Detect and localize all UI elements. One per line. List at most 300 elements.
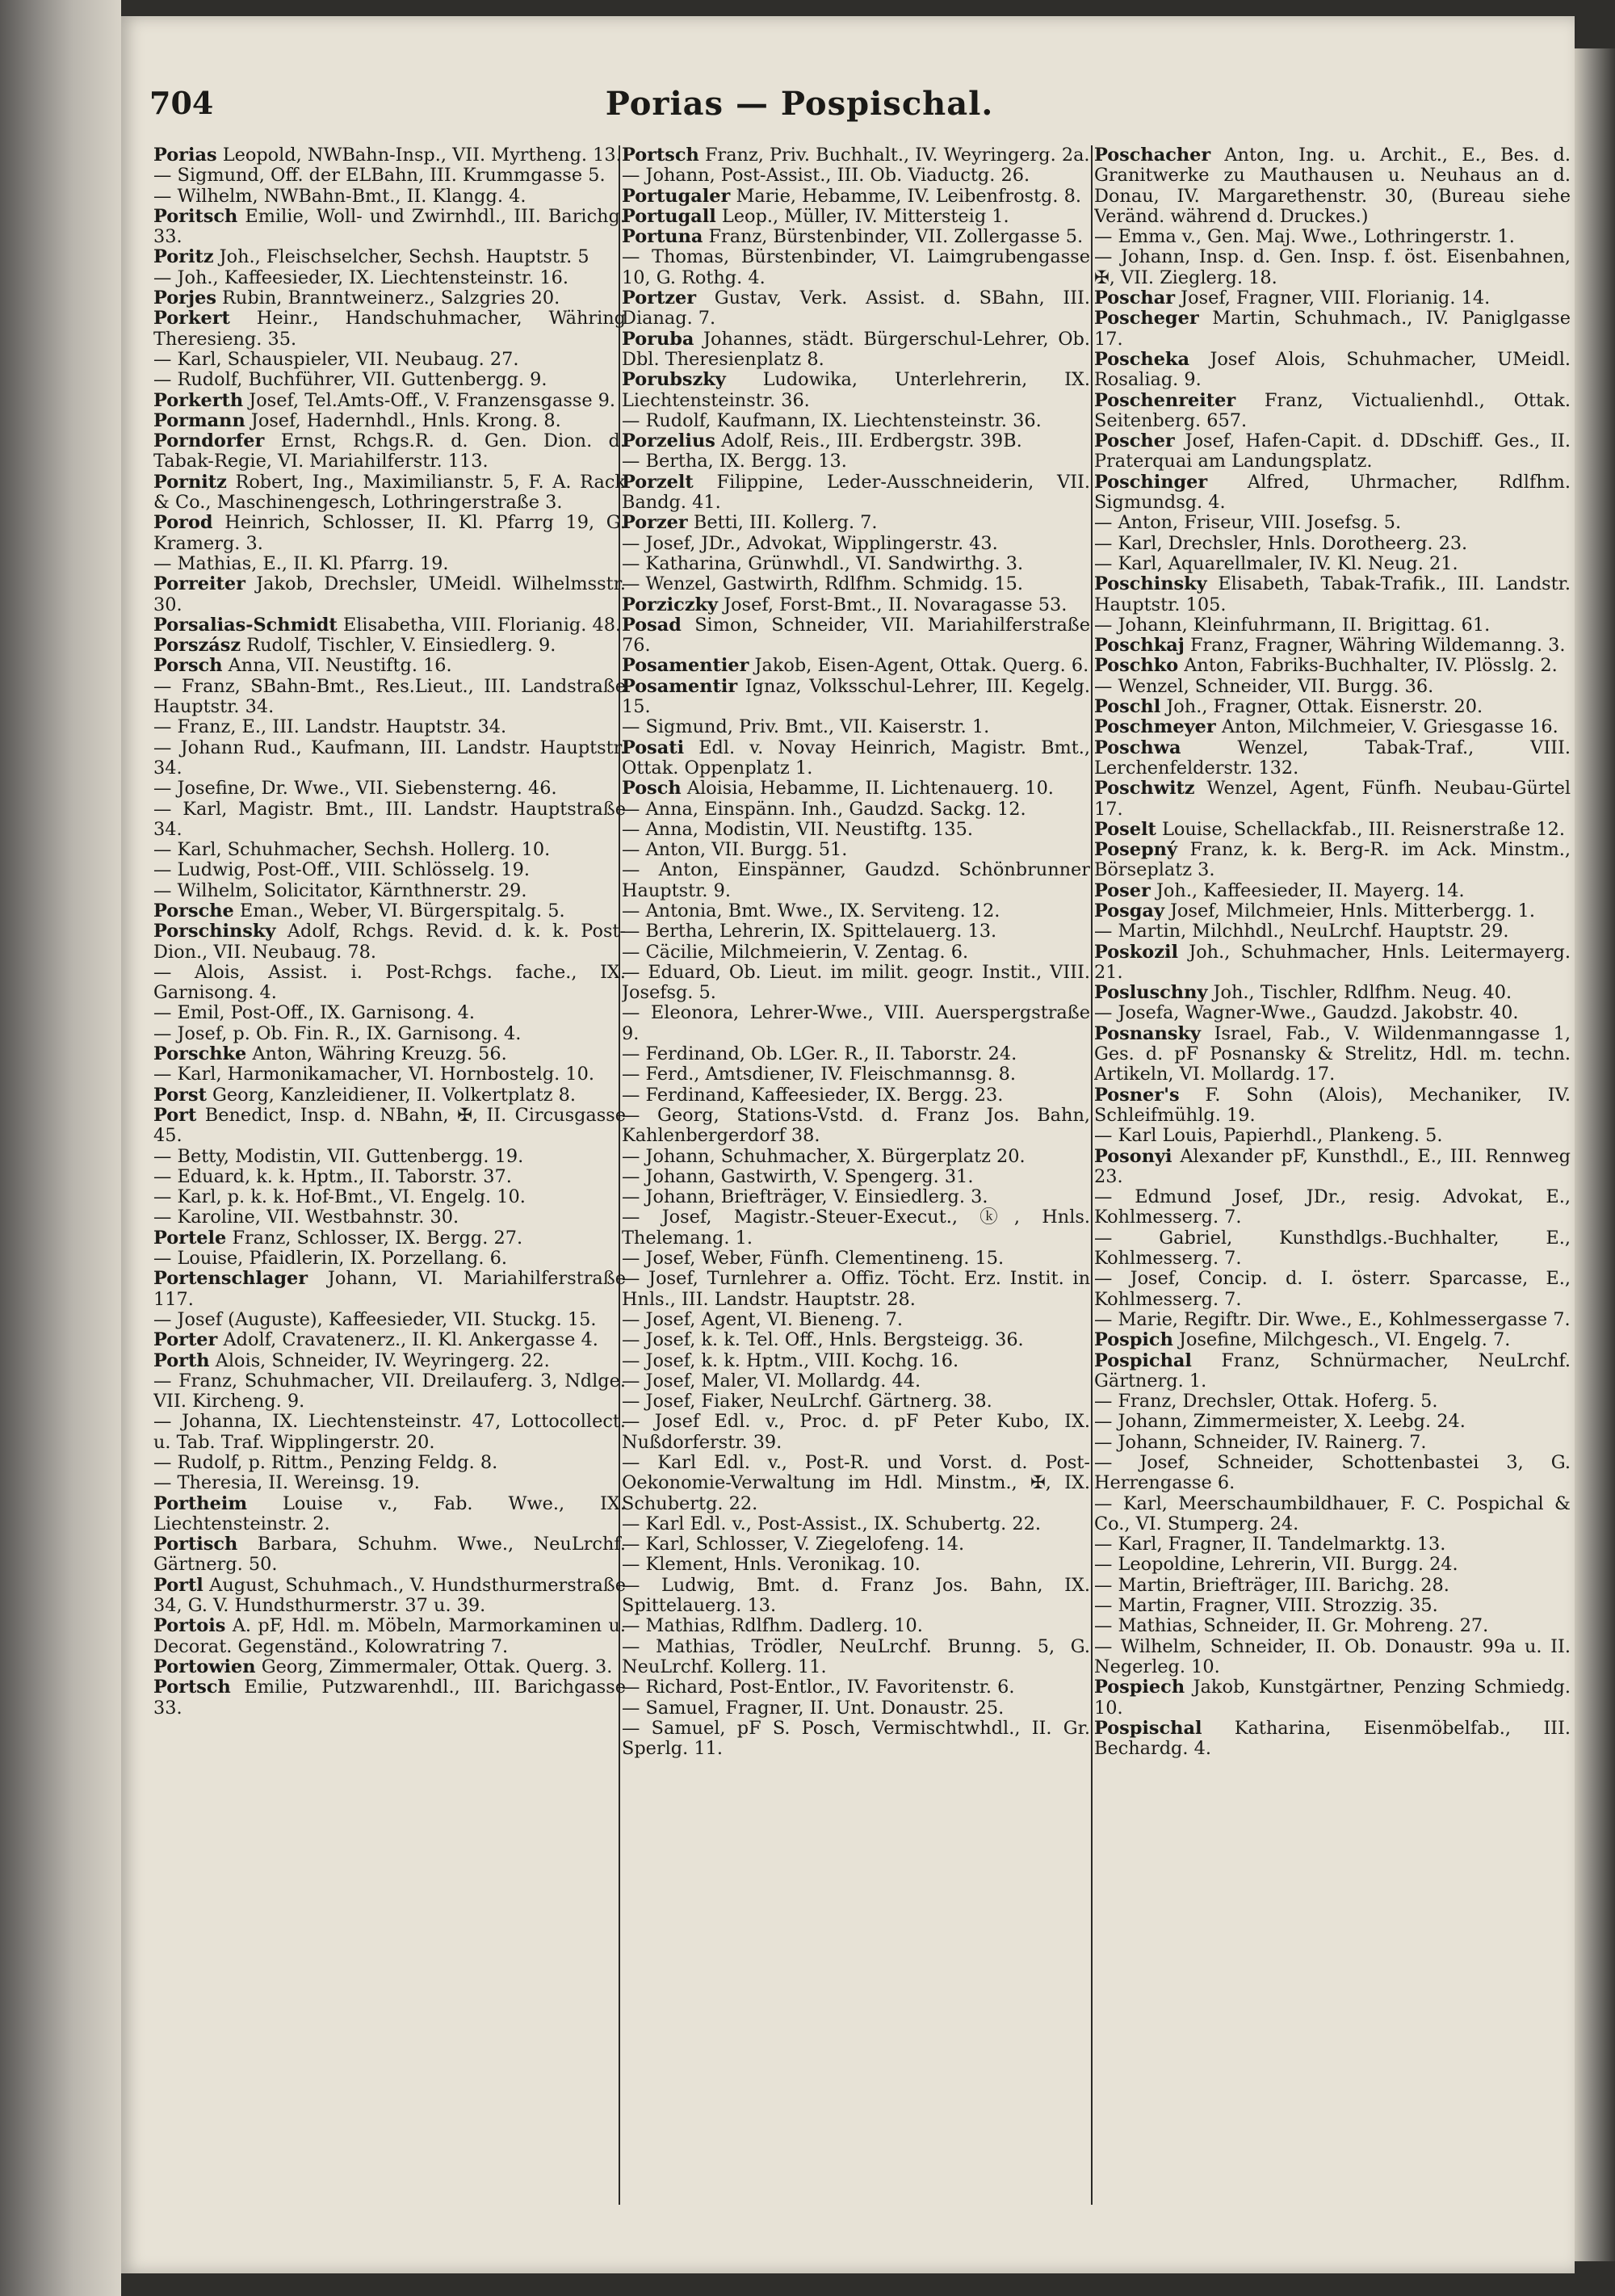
directory-entry: [153, 881, 626, 901]
entry-surname: Porzer: [622, 512, 688, 534]
directory-entry: [622, 166, 1090, 186]
entry-surname: Porjes: [153, 288, 216, 309]
directory-entry: [153, 1003, 626, 1023]
directory-entry: [622, 1677, 1090, 1698]
directory-entry: [153, 1310, 626, 1330]
directory-entry: [1094, 1085, 1571, 1127]
entry-details: — Josef, Schneider, Schottenbastei 3, G. Herrengasse 6.: [1094, 1452, 1571, 1494]
directory-entry: [622, 1044, 1090, 1064]
entry-details: — Anna, Einspänn. Inh., Gaudzd. Sackg. 12.: [622, 798, 1026, 820]
entry-details: Josef, Hadernhdl., Hnls. Krong. 8.: [250, 409, 561, 431]
entry-details: — Ferdinand, Ob. LGer. R., II. Taborstr. 24.: [622, 1043, 1017, 1065]
entry-details: Emilie, Putzwarenhdl., III. Barichgasse 33.: [153, 1677, 626, 1719]
entry-surname: Portheim: [153, 1492, 248, 1514]
entry-surname: Poruba: [622, 328, 694, 350]
entry-details: — Karl, p. k. k. Hof-Bmt., VI. Engelg. 10.: [153, 1186, 526, 1208]
entry-surname: Poscheger: [1094, 308, 1199, 329]
entry-details: — Wilhelm, Schneider, II. Ob. Donaustr. 99a u. II. Negerleg. 10.: [1094, 1635, 1571, 1677]
directory-entry: [153, 513, 626, 554]
entry-details: — Josef (Auguste), Kaffeesieder, VII. Stuckg. 15.: [153, 1308, 597, 1330]
entry-details: — Johann, Zimmermeister, X. Leebg. 24.: [1094, 1411, 1466, 1433]
directory-column-3: [1094, 145, 1571, 2229]
entry-surname: Posonyi: [1094, 1145, 1172, 1167]
entry-details: — Josef, Turnlehrer a. Offiz. Töcht. Erz. Instit. in Hnls., III. Landstr. Hauptstr. 28.: [622, 1268, 1090, 1310]
directory-entry: [153, 1106, 626, 1147]
directory-entry: [1094, 779, 1571, 820]
entry-details: Louise v., Fab. Wwe., IX. Liechtensteinstr. 2.: [153, 1492, 626, 1534]
directory-entry: [1094, 983, 1571, 1003]
entry-details: — Marie, Regiftr. Dir. Wwe., E., Kohlmessergasse 7.: [1094, 1308, 1571, 1330]
directory-entry: [1094, 1616, 1571, 1636]
entry-details: — Antonia, Bmt. Wwe., IX. Serviteng. 12.: [622, 900, 1000, 921]
entry-details: Josef, Tel.Amts-Off., V. Franzensgasse 9.: [249, 389, 616, 411]
directory-entry: [153, 1044, 626, 1064]
directory-entry: [153, 370, 626, 390]
entry-details: Josef, Hafen-Capit. d. DDschiff. Ges., II. Praterquai am Landungsplatz.: [1094, 430, 1571, 472]
entry-details: — Karl Louis, Papierhdl., Plankeng. 5.: [1094, 1125, 1443, 1147]
directory-entry: [622, 513, 1090, 533]
entry-details: — Wenzel, Gastwirth, Rdlfhm. Schmidg. 15.: [622, 573, 1023, 595]
directory-entry: [153, 800, 626, 841]
entry-details: Filippine, Leder-Ausschneiderin, VII. Bandg. 41.: [622, 471, 1090, 514]
entry-details: — Johann, Schneider, IV. Rainerg. 7.: [1094, 1431, 1427, 1453]
directory-entry: [622, 472, 1090, 514]
directory-entry: [153, 574, 626, 615]
entry-surname: Portele: [153, 1227, 227, 1249]
directory-entry: [622, 227, 1090, 247]
entry-details: — Anna, Modistin, VII. Neustiftg. 135.: [622, 818, 974, 840]
entry-details: — Karl, Schauspieler, VII. Neubaug. 27.: [153, 348, 519, 370]
entry-details: — Gabriel, Kunsthdlgs.-Buchhalter, E., Kohlmesserg. 7.: [1094, 1227, 1571, 1270]
directory-entry: [622, 1412, 1090, 1453]
entry-surname: Pospiech: [1094, 1677, 1185, 1698]
book-spine: [0, 0, 121, 2296]
directory-entry: [153, 717, 626, 737]
entry-details: — Ferd., Amtsdiener, IV. Fleischmannsg. 8.: [622, 1064, 1016, 1085]
directory-entry: [153, 1024, 626, 1044]
entry-details: Jakob, Drechsler, UMeidl. Wilhelmsstr. 30.: [153, 573, 626, 615]
entry-surname: Portugaler: [622, 185, 731, 207]
directory-entry: [622, 1207, 1090, 1249]
entry-surname: Poritz: [153, 246, 214, 268]
directory-entry: [153, 656, 626, 676]
directory-entry: [1094, 636, 1571, 656]
directory-entry: [153, 1657, 626, 1677]
entry-details: — Josef, p. Ob. Fin. R., IX. Garnisong. 4.: [153, 1022, 522, 1044]
directory-entry: [622, 370, 1090, 411]
directory-entry: [622, 1085, 1090, 1106]
entry-details: Ernst, Rchgs.R. d. Gen. Dion. d. Tabak-Regie, VI. Mariahilferstr. 113.: [153, 430, 626, 472]
directory-entry: [153, 1187, 626, 1207]
entry-details: Leop., Müller, IV. Mittersteig 1.: [721, 205, 1009, 227]
entry-details: Jakob, Kunstgärtner, Penzing Schmiedg. 10.: [1094, 1677, 1571, 1719]
entry-surname: Posamentier: [622, 655, 749, 677]
directory-entry: [153, 350, 626, 370]
entry-details: Rubin, Branntweinerz., Salzgries 20.: [222, 288, 560, 309]
entry-details: Joh., Schuhmacher, Hnls. Leitermayerg. 21.: [1094, 941, 1571, 983]
directory-entry: [153, 1412, 626, 1453]
directory-entry: [153, 391, 626, 411]
entry-surname: Poschwitz: [1094, 778, 1195, 800]
directory-entry: [153, 840, 626, 860]
entry-details: Martin, Schuhmach., IV. Paniglgasse 17.: [1094, 308, 1571, 350]
directory-entry: [1094, 1637, 1571, 1678]
directory-entry: [153, 207, 626, 248]
entry-surname: Poschacher: [1094, 145, 1211, 166]
directory-entry: [153, 1228, 626, 1249]
entry-surname: Pospichal: [1094, 1349, 1192, 1371]
entry-surname: Posch: [622, 778, 682, 800]
entry-details: Edl. v. Novay Heinrich, Magistr. Bmt., Ottak. Oppenplatz 1.: [622, 737, 1090, 779]
entry-details: — Joh., Kaffeesieder, IX. Liechtensteinstr. 16.: [153, 267, 569, 288]
directory-entry: [622, 717, 1090, 737]
entry-surname: Poskozil: [1094, 941, 1178, 963]
entry-surname: Porth: [153, 1349, 210, 1371]
entry-details: — Alois, Assist. i. Post-Rchgs. fache., IX. Garnisong. 4.: [153, 961, 626, 1004]
entry-details: Adolf, Reis., III. Erdbergstr. 39B.: [720, 430, 1022, 452]
entry-details: — Mathias, E., II. Kl. Pfarrg. 19.: [153, 552, 449, 574]
entry-details: Wenzel, Tabak-Traf., VIII. Lerchenfelderstr. 132.: [1094, 737, 1571, 779]
directory-entry: [622, 677, 1090, 718]
directory-entry: [622, 145, 1090, 166]
directory-entry: [622, 207, 1090, 227]
directory-entry: [153, 1453, 626, 1473]
entry-details: — Johann, Gastwirth, V. Spengerg. 31.: [622, 1165, 974, 1187]
entry-details: — Ludwig, Post-Off., VIII. Schlösselg. 19.: [153, 859, 530, 881]
entry-details: Josefine, Milchgesch., VI. Engelg. 7.: [1178, 1329, 1511, 1351]
entry-details: Rudolf, Tischler, V. Einsiedlerg. 9.: [246, 635, 556, 657]
entry-details: — Mathias, Schneider, II. Gr. Mohreng. 27.: [1094, 1615, 1489, 1637]
directory-entry: [622, 1371, 1090, 1391]
directory-entry: [1094, 820, 1571, 840]
directory-entry: [1094, 1494, 1571, 1535]
entry-details: Franz, Schnürmacher, NeuLrchf. Gärtnerg. 1.: [1094, 1349, 1571, 1391]
directory-entry: [153, 860, 626, 880]
directory-entry: [1094, 1677, 1571, 1719]
directory-entry: [153, 1064, 626, 1085]
directory-entry: [153, 1677, 626, 1719]
entry-details: Jakob, Eisen-Agent, Ottak. Querg. 6.: [754, 655, 1089, 677]
directory-entry: [153, 1351, 626, 1371]
directory-entry: [1094, 881, 1571, 901]
entry-details: — Karl, Drechsler, Hnls. Dorotheerg. 23.: [1094, 532, 1468, 554]
entry-surname: Posluschny: [1094, 982, 1208, 1004]
entry-details: Robert, Ing., Maximilianstr. 5, F. A. Rack & Co., Maschinengesch, Lothringerstraße 3.: [153, 471, 626, 514]
entry-details: — Emil, Post-Off., IX. Garnisong. 4.: [153, 1002, 476, 1024]
entry-surname: Porsch: [153, 655, 223, 677]
entry-details: Heinrich, Schlosser, II. Kl. Pfarrg 19, G. Kramerg. 3.: [153, 512, 626, 554]
directory-entry: [153, 779, 626, 799]
entry-details: Franz, Fragner, Währing Wildemanng. 3.: [1189, 635, 1566, 657]
entry-details: Anton, Fabriks-Buchhalter, IV. Plösslg. 2.: [1184, 655, 1558, 677]
entry-surname: Portenschlager: [153, 1268, 308, 1290]
entry-details: — Karl, Harmonikamacher, VI. Hornbostelg. 10.: [153, 1064, 595, 1085]
entry-details: — Eleonora, Lehrer-Wwe., VIII. Auerspergstraße 9.: [622, 1002, 1090, 1044]
directory-entry: [622, 942, 1090, 963]
entry-details: — Josef, Concip. d. I. österr. Sparcasse, E., Kohlmesserg. 7.: [1094, 1268, 1571, 1310]
directory-entry: [622, 820, 1090, 840]
entry-details: — Sigmund, Priv. Bmt., VII. Kaiserstr. 1.: [622, 716, 990, 738]
directory-entry: [153, 1207, 626, 1228]
directory-entry: [1094, 1228, 1571, 1270]
directory-entry: [1094, 288, 1571, 309]
entry-surname: Poschkaj: [1094, 635, 1185, 657]
directory-entry: [1094, 840, 1571, 881]
entry-surname: Poschko: [1094, 655, 1179, 677]
entry-surname: Poritsch: [153, 205, 238, 227]
entry-details: Anton, Milchmeier, V. Griesgasse 16.: [1221, 716, 1558, 738]
running-title: Porias — Pospischal.: [605, 85, 994, 123]
directory-entry: [622, 840, 1090, 860]
entry-surname: Poschenreiter: [1094, 389, 1236, 411]
entry-details: — Franz, Schuhmacher, VII. Dreilauferg. 3, Ndlge. VII. Kircheng. 9.: [153, 1370, 626, 1412]
directory-entry: [1094, 1555, 1571, 1575]
column-divider: [1091, 145, 1093, 2205]
entry-surname: Portsch: [153, 1677, 231, 1698]
entry-details: — Betty, Modistin, VII. Guttenbergg. 19.: [153, 1145, 524, 1167]
entry-details: Joh., Fragner, Ottak. Eisnerstr. 20.: [1166, 696, 1483, 718]
directory-entry: [153, 1147, 626, 1167]
entry-details: — Georg, Stations-Vstd. d. Franz Jos. Bahn, Kahlenbergerdorf 38.: [622, 1104, 1090, 1147]
entry-surname: Porndorfer: [153, 430, 265, 452]
entry-details: — Anton, Friseur, VIII. Josefsg. 5.: [1094, 512, 1402, 534]
directory-entry: [1094, 247, 1571, 288]
directory-entry: [1094, 350, 1571, 391]
directory-entry: [622, 1330, 1090, 1350]
entry-details: Emilie, Woll- und Zwirnhdl., III. Barichg. 33.: [153, 205, 626, 248]
entry-surname: Portuna: [622, 226, 703, 248]
entry-details: — Mathias, Trödler, NeuLrchf. Brunng. 5, G. NeuLrchf. Kollerg. 11.: [622, 1635, 1090, 1677]
directory-column-1: [153, 145, 626, 2229]
directory-entry: [1094, 901, 1571, 921]
entry-details: — Johanna, IX. Liechtensteinstr. 47, Lottocollect. u. Tab. Traf. Wipplingerstr. 20.: [153, 1411, 626, 1453]
entry-details: Benedict, Insp. d. NBahn, ✠, II. Circusgasse 45.: [153, 1104, 626, 1147]
entry-surname: Porsalias-Schmidt: [153, 614, 338, 636]
directory-entry: [622, 615, 1090, 657]
directory-entry: [153, 1534, 626, 1576]
entry-surname: Posgay: [1094, 900, 1164, 921]
entry-details: — Theresia, II. Wereinsg. 19.: [153, 1472, 420, 1494]
entry-details: Josef, Forst-Bmt., II. Novaragasse 53.: [724, 594, 1068, 615]
entry-details: — Eduard, k. k. Hptm., II. Taborstr. 37.: [153, 1165, 512, 1187]
directory-entry: [1094, 534, 1571, 554]
entry-details: — Karl, Fragner, II. Tandelmarktg. 13.: [1094, 1534, 1446, 1555]
directory-entry: [622, 738, 1090, 779]
entry-surname: Portzer: [622, 288, 697, 309]
directory-entry: [153, 187, 626, 207]
directory-entry: [153, 921, 626, 963]
entry-details: — Rudolf, Kaufmann, IX. Liechtensteinstr. 36.: [622, 409, 1042, 431]
directory-entry: [622, 595, 1090, 615]
entry-surname: Porsche: [153, 900, 234, 921]
entry-details: — Wilhelm, Solicitator, Kärnthnerstr. 29.: [153, 879, 527, 901]
directory-entry: [153, 309, 626, 350]
entry-surname: Poscher: [1094, 430, 1175, 452]
entry-surname: Poser: [1094, 879, 1151, 901]
entry-details: Eman., Weber, VI. Bürgerspitalg. 5.: [239, 900, 565, 921]
entry-details: Josef Alois, Schuhmacher, UMeidl. Rosaliag. 9.: [1094, 348, 1571, 391]
directory-entry: [1094, 309, 1571, 350]
directory-entry: [1094, 738, 1571, 779]
entry-surname: Porias: [153, 145, 217, 166]
directory-entry: [622, 451, 1090, 472]
entry-surname: Poselt: [1094, 818, 1156, 840]
entry-details: — Josef, Weber, Fünfh. Clementineng. 15.: [622, 1248, 1005, 1270]
directory-entry: [153, 288, 626, 309]
entry-details: — Johann, Insp. d. Gen. Insp. f. öst. Eisenbahnen, ✠, VII. Zieglerg. 18.: [1094, 246, 1571, 288]
entry-details: — Wilhelm, NWBahn-Bmt., II. Klangg. 4.: [153, 185, 526, 207]
directory-entry: [153, 1330, 626, 1350]
entry-surname: Portowien: [153, 1656, 256, 1677]
entry-surname: Posnansky: [1094, 1022, 1201, 1044]
entry-surname: Poscheka: [1094, 348, 1189, 370]
directory-entry: [1094, 1024, 1571, 1085]
entry-surname: Posati: [622, 737, 685, 758]
entry-details: — Karl, Aquarellmaler, IV. Kl. Neug. 21.: [1094, 552, 1458, 574]
entry-details: Ludowika, Unterlehrerin, IX. Liechtensteinstr. 36.: [622, 369, 1090, 411]
entry-details: — Martin, Milchhdl., NeuLrchf. Hauptstr. 29.: [1094, 921, 1509, 942]
directory-entry: [153, 1085, 626, 1106]
entry-surname: Porter: [153, 1329, 218, 1351]
directory-entry: [1094, 431, 1571, 472]
directory-entry: [1094, 1310, 1571, 1330]
entry-details: Katharina, Eisenmöbelfab., III. Bechardg. 4.: [1094, 1717, 1571, 1760]
entry-details: — Josef Edl. v., Proc. d. pF Peter Kubo, IX. Nußdorferstr. 39.: [622, 1411, 1090, 1453]
entry-surname: Porzelt: [622, 471, 694, 493]
directory-entry: [1094, 145, 1571, 227]
directory-entry: [622, 431, 1090, 451]
entry-details: Gustav, Verk. Assist. d. SBahn, III. Dianag. 7.: [622, 288, 1090, 329]
page-header: [149, 85, 1449, 133]
directory-entry: [622, 1534, 1090, 1555]
entry-details: Alois, Schneider, IV. Weyringerg. 22.: [215, 1349, 550, 1371]
entry-details: Adolf, Rchgs. Revid. d. k. k. Post-Dion., VII. Neubaug. 78.: [153, 921, 626, 963]
entry-surname: Porreiter: [153, 573, 245, 595]
directory-entry: [1094, 1576, 1571, 1596]
entry-details: — Karl, Meerschaumbildhauer, F. C. Pospichal & Co., VI. Stumperg. 24.: [1094, 1492, 1571, 1534]
directory-entry: [1094, 513, 1571, 533]
directory-entry: [1094, 942, 1571, 984]
directory-entry: [153, 411, 626, 431]
entry-details: Betti, III. Kollerg. 7.: [693, 512, 878, 534]
directory-entry: [622, 247, 1090, 288]
directory-entry: [1094, 921, 1571, 942]
entry-details: Joh., Kaffeesieder, II. Mayerg. 14.: [1156, 879, 1465, 901]
directory-entry: [1094, 1391, 1571, 1412]
entry-details: Georg, Kanzleidiener, II. Volkertplatz 8.: [212, 1084, 577, 1106]
entry-details: Leopold, NWBahn-Insp., VII. Myrtheng. 13.: [222, 145, 622, 166]
entry-details: August, Schuhmach., V. Hundsthurmerstraße 34, G. V. Hundsthurmerstr. 37 u. 39.: [153, 1574, 626, 1617]
directory-entry: [622, 1514, 1090, 1534]
directory-entry: [153, 554, 626, 574]
entry-details: Franz, Priv. Buchhalt., IV. Weyringerg. 2a.: [704, 145, 1090, 166]
directory-entry: [153, 247, 626, 267]
directory-entry: [1094, 1433, 1571, 1453]
directory-entry: [153, 472, 626, 514]
entry-details: Joh., Fleischselcher, Sechsh. Hauptstr. 5: [219, 246, 589, 268]
entry-details: Wenzel, Agent, Fünfh. Neubau-Gürtel 17.: [1094, 778, 1571, 820]
entry-details: — Martin, Briefträger, III. Barichg. 28.: [1094, 1574, 1449, 1596]
entry-details: Franz, Schlosser, IX. Bergg. 27.: [232, 1227, 523, 1249]
page-number: 704: [149, 85, 214, 121]
directory-entry: [622, 1269, 1090, 1310]
entry-details: — Karl, Schuhmacher, Sechsh. Hollerg. 10.: [153, 839, 551, 861]
directory-entry: [153, 1473, 626, 1493]
entry-surname: Porschke: [153, 1043, 247, 1065]
entry-details: — Franz, Drechsler, Ottak. Hoferg. 5.: [1094, 1391, 1438, 1412]
directory-entry: [622, 1637, 1090, 1678]
directory-entry: [153, 636, 626, 656]
entry-details: — Karl, Magistr. Bmt., III. Landstr. Hauptstraße 34.: [153, 798, 626, 840]
entry-details: — Josef, k. k. Hptm., VIII. Kochg. 16.: [622, 1349, 959, 1371]
entry-details: Elisabetha, VIII. Florianig. 48.: [342, 614, 622, 636]
entry-details: Ignaz, Volksschul-Lehrer, III. Kegelg. 15.: [622, 675, 1090, 718]
entry-details: — Sigmund, Off. der ELBahn, III. Krummgasse 5.: [153, 165, 606, 187]
directory-entry: [153, 268, 626, 288]
directory-entry: [1094, 554, 1571, 574]
entry-surname: Porzelius: [622, 430, 715, 452]
entry-details: — Josef, Magistr.-Steuer-Execut., ⓚ, Hnls. Thelemang. 1.: [622, 1207, 1090, 1249]
entry-details: — Anton, Einspänner, Gaudzd. Schönbrunner Hauptstr. 9.: [622, 859, 1090, 901]
entry-surname: Porziczky: [622, 594, 719, 615]
entry-surname: Poschmeyer: [1094, 716, 1216, 738]
directory-entry: [622, 1391, 1090, 1412]
directory-column-2: [622, 145, 1090, 2229]
entry-details: — Bertha, Lehrerin, IX. Spittelauerg. 13.: [622, 921, 997, 942]
entry-details: Franz, Bürstenbinder, VII. Zollergasse 5.: [708, 226, 1084, 248]
directory-entry: [622, 1453, 1090, 1514]
directory-entry: [153, 1371, 626, 1412]
entry-details: — Samuel, pF S. Posch, Vermischtwhdl., II. Gr. Sperlg. 11.: [622, 1717, 1090, 1760]
directory-entry: [622, 1147, 1090, 1167]
directory-entry: [622, 411, 1090, 431]
entry-details: Franz, k. k. Berg-R. im Ack. Minstm., Börseplatz 3.: [1094, 839, 1571, 881]
entry-surname: Porschinsky: [153, 921, 276, 942]
directory-entry: [153, 145, 626, 166]
entry-details: — Josef, JDr., Advokat, Wipplingerstr. 43.: [622, 532, 998, 554]
directory-entry: [153, 1494, 626, 1535]
entry-details: — Josefa, Wagner-Wwe., Gaudzd. Jakobstr. 40.: [1094, 1002, 1519, 1024]
entry-details: Franz, Victualienhdl., Ottak. Seitenberg. 657.: [1094, 389, 1571, 431]
directory-entry: [1094, 615, 1571, 636]
entry-surname: Porkerth: [153, 389, 244, 411]
directory-entry: [622, 329, 1090, 371]
entry-details: — Martin, Fragner, VIII. Strozzig. 35.: [1094, 1595, 1438, 1617]
entry-surname: Portsch: [622, 145, 699, 166]
entry-surname: Port: [153, 1104, 197, 1126]
entry-details: — Mathias, Rdlfhm. Dadlerg. 10.: [622, 1615, 923, 1637]
entry-surname: Poschar: [1094, 288, 1175, 309]
entry-surname: Posamentir: [622, 675, 738, 697]
entry-details: — Emma v., Gen. Maj. Wwe., Lothringerstr. 1.: [1094, 226, 1515, 248]
entry-details: — Franz, E., III. Landstr. Hauptstr. 34.: [153, 716, 507, 738]
page-edge: [1575, 48, 1615, 2261]
directory-entry: [1094, 1596, 1571, 1616]
entry-details: Georg, Zimmermaler, Ottak. Querg. 3.: [261, 1656, 613, 1677]
directory-entry: [622, 901, 1090, 921]
directory-entry: [1094, 1187, 1571, 1228]
entry-details: Alexander pF, Kunsthdl., E., III. Rennweg 23.: [1094, 1145, 1571, 1187]
entry-details: — Katharina, Grünwhdl., VI. Sandwirthg. 3.: [622, 552, 1024, 574]
directory-entry: [622, 1249, 1090, 1269]
entry-surname: Portl: [153, 1574, 203, 1596]
directory-entry: [153, 1576, 626, 1617]
entry-details: — Johann, Kleinfuhrmann, II. Brigittag. 61.: [1094, 614, 1491, 636]
entry-details: — Karl Edl. v., Post-R. und Vorst. d. Post-Oekonomie-Verwaltung im Hdl. Minstm., ✠, IX. Schubertg. 22.: [622, 1452, 1090, 1514]
directory-entry: [153, 1269, 626, 1310]
entry-details: — Samuel, Fragner, II. Unt. Donaustr. 25.: [622, 1697, 1005, 1719]
entry-surname: Porst: [153, 1084, 207, 1106]
